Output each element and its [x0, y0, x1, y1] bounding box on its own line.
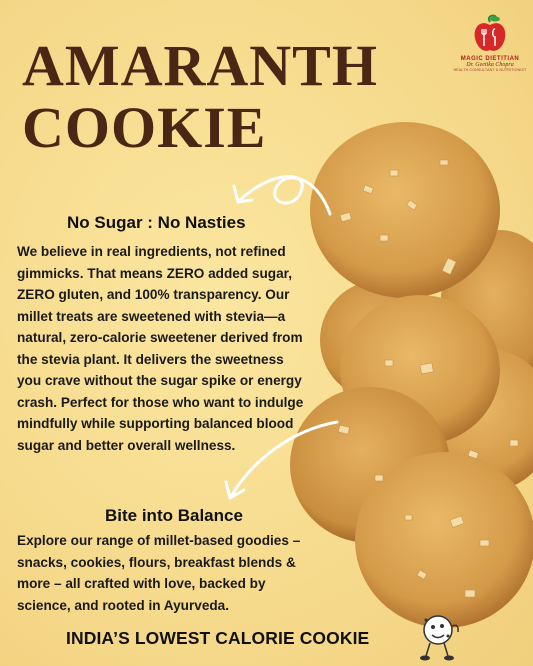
- paragraph-no-sugar: [17, 241, 329, 456]
- text-line: the stevia plant. It delivers the sweetness: [17, 351, 284, 367]
- logo-subtitle: HEALTH CONSULTANT & NUTRITIONIST: [453, 68, 527, 72]
- cookie-mascot-icon: [414, 608, 460, 664]
- text-line: science, and rooted in Ayurveda.: [17, 597, 230, 613]
- title-line-2: COOKIE: [22, 95, 267, 160]
- text-line: snacks, cookies, flours, breakfast blends &: [17, 554, 296, 570]
- paragraph-bite-into-balance: [17, 530, 317, 616]
- logo-brand: MAGIC DIETITIAN: [460, 56, 520, 62]
- heading-no-sugar: No Sugar : No Nasties: [67, 213, 246, 232]
- text-line: mindfully while supporting balanced blood: [17, 416, 294, 431]
- text-line: you crave without the sugar spike or energy: [17, 373, 302, 388]
- apple-logo-icon: [472, 14, 508, 54]
- text-line: sugar and better overall wellness.: [17, 437, 236, 453]
- text-line: We believe in real ingredients, not refined: [17, 244, 286, 259]
- heading-bite-into-balance: Bite into Balance: [105, 506, 243, 525]
- tagline: INDIA’S LOWEST CALORIE COOKIE: [66, 628, 370, 648]
- brand-logo: [448, 14, 532, 72]
- text-line: gimmicks. That means ZERO added sugar,: [17, 265, 292, 281]
- text-line: crash. Perfect for those who want to indulge: [17, 394, 304, 410]
- text-line: ZERO gluten, and 100% transparency. Our: [17, 287, 290, 302]
- logo-doctor: Dr. Geetika Chopra: [466, 62, 514, 68]
- text-line: Explore our range of millet-based goodies –: [17, 533, 301, 548]
- text-line: millet treats are sweetened with stevia—a: [17, 308, 286, 324]
- text-line: more – all crafted with love, backed by: [17, 576, 266, 591]
- title-line-1: AMARANTH: [22, 33, 378, 98]
- text-line: natural, zero-calorie sweetener derived from: [17, 330, 303, 345]
